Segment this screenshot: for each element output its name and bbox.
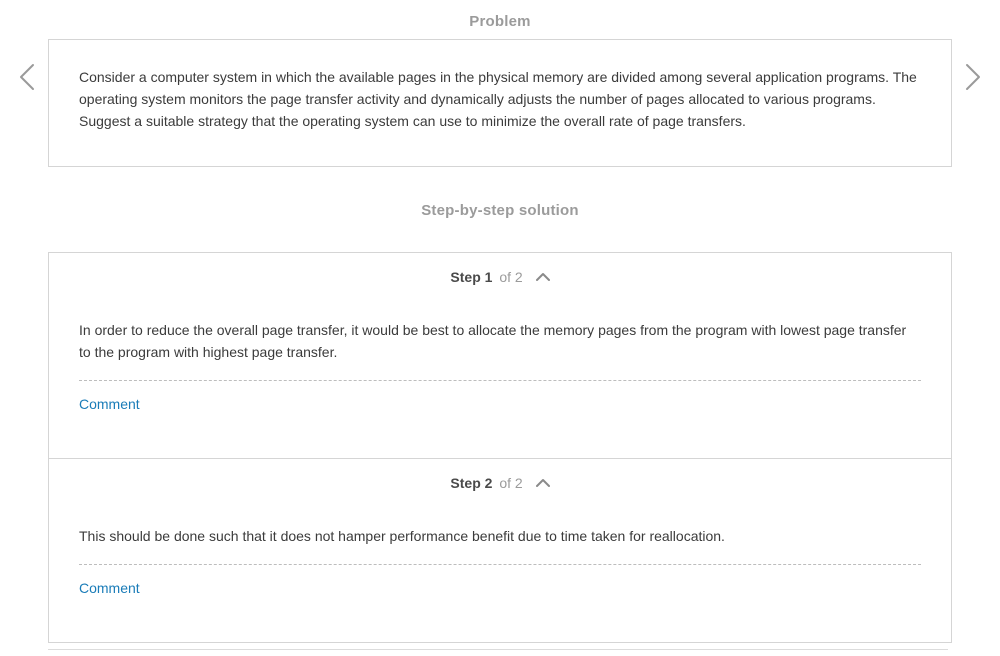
- previous-problem-button[interactable]: [16, 62, 38, 94]
- chevron-up-icon: [536, 475, 550, 490]
- problem-text: Consider a computer system in which the available pages in the physical memory are divided among several application programs. The operating system monitors the page transfer activity and dynamically adjusts the number of pages allocated to various programs. Suggest a suitable strategy that the operating system can use to minimize the overall rate of page transfers.: [79, 69, 917, 129]
- step-1-of-label: of 2: [499, 269, 523, 285]
- step-2-text: This should be done such that it does not hamper performance benefit due to time taken for reallocation.: [79, 528, 725, 544]
- step-1-comment-link[interactable]: Comment: [79, 396, 140, 412]
- step-2-divider: [79, 564, 921, 565]
- step-2-collapse-button[interactable]: [527, 475, 550, 490]
- problem-card: [48, 39, 952, 167]
- solution-title: Step-by-step solution: [421, 202, 579, 219]
- step-2-header: [79, 475, 921, 491]
- step-1-divider: [79, 380, 921, 381]
- step-card-2: [48, 458, 952, 643]
- problem-title: Problem: [469, 13, 531, 30]
- chevron-up-icon: [536, 269, 550, 284]
- step-2-comment-link[interactable]: Comment: [79, 580, 140, 596]
- next-problem-button[interactable]: [962, 62, 984, 94]
- steps-container: [0, 252, 1000, 643]
- step-2-of-label: of 2: [499, 475, 523, 491]
- chevron-left-icon: [18, 79, 36, 94]
- step-card-1: [48, 252, 952, 459]
- step-1-header: [79, 269, 921, 285]
- next-section-top-edge: [48, 649, 948, 656]
- chevron-right-icon: [964, 79, 982, 94]
- step-2-label: Step 2: [450, 475, 493, 491]
- step-1-collapse-button[interactable]: [527, 269, 550, 284]
- step-1-label: Step 1: [450, 269, 493, 285]
- step-1-text: In order to reduce the overall page transfer, it would be best to allocate the memory pages from the program with lowest page transfer to the program with highest page transfer.: [79, 322, 907, 360]
